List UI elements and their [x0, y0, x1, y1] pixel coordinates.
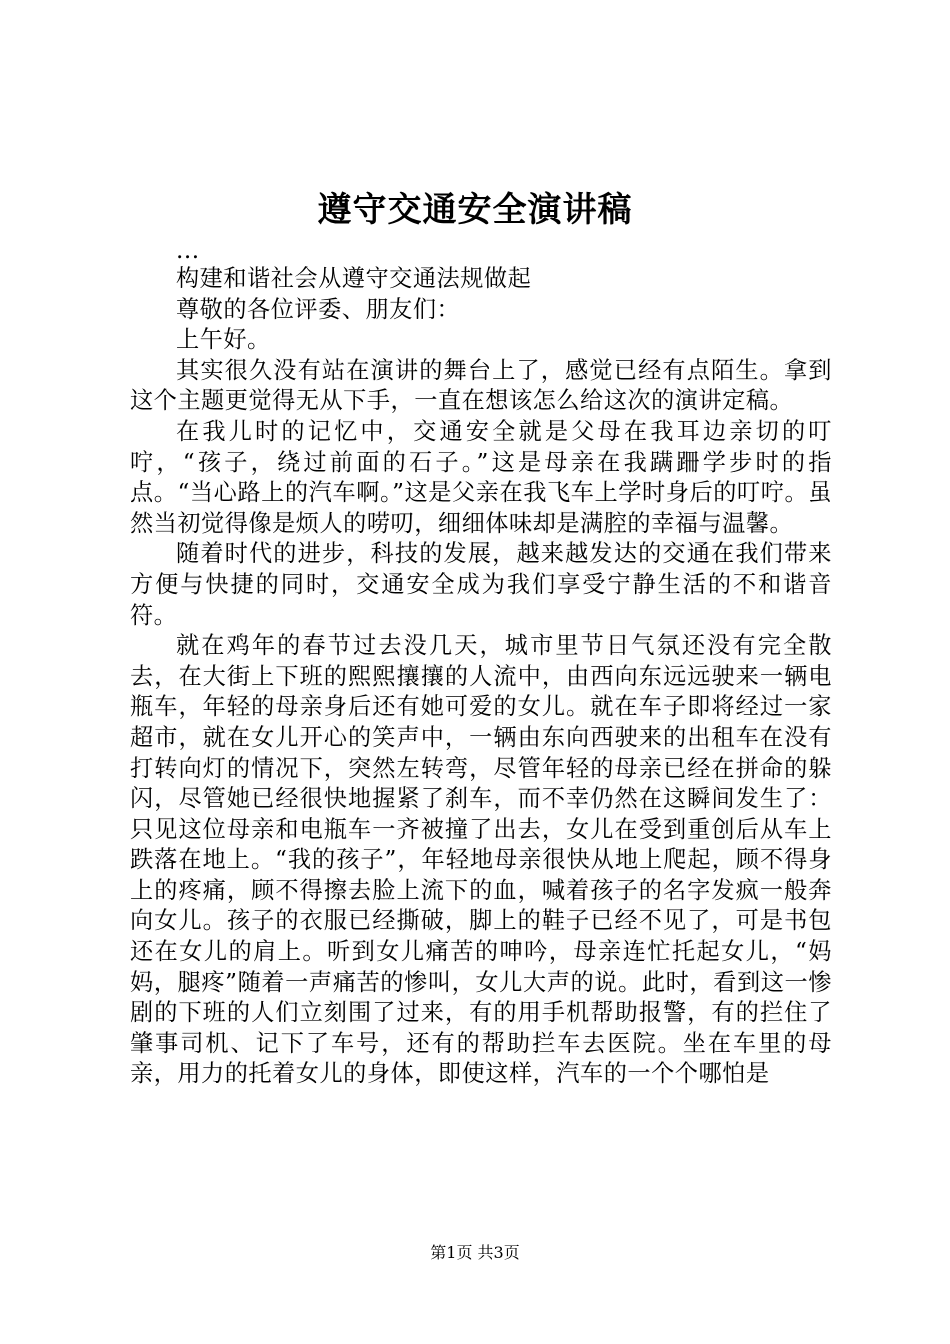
document-body — [130, 237, 832, 1090]
paragraph: 就在鸡年的春节过去没几天，城市里节日气氛还没有完全散去，在大街上下班的熙熙攘攘的人流中，由西向东远远驶来一辆电瓶车，年轻的母亲身后还有她可爱的女儿。就在车子即将经过一家超市，就在女儿开心的笑声中，一辆由东向西驶来的出租车在没有打转向灯的情况下，突然左转弯，尽管年轻的母亲已经在拼命的躲闪，尽管她已经很快地握紧了刹车，而不幸仍然在这瞬间发生了：只见这位母亲和电瓶车一齐被撞了出去，女儿在受到重创后从车上跌落在地上。“我的孩子”，年轻地母亲很快从地上爬起，顾不得身上的疼痛，顾不得擦去脸上流下的血，喊着孩子的名字发疯一般奔向女儿。孩子的衣服已经撕破，脚上的鞋子已经不见了，可是书包还在女儿的肩上。听到女儿痛苦的呻吟，母亲连忙托起女儿，“妈妈，腿疼”随着一声痛苦的惨叫，女儿大声的说。此时，看到这一惨剧的下班的人们立刻围了过来，有的用手机帮助报警，有的拦住了肇事司机、记下了车号，还有的帮助拦车去医院。坐在车里的母亲，用力的托着女儿的身体，即使这样，汽车的一个个哪怕是 — [130, 632, 832, 1088]
salutation: 尊敬的各位评委、朋友们： — [176, 295, 461, 323]
document-title: 遵守交通安全演讲稿 — [317, 190, 633, 230]
paragraph: 其实很久没有站在演讲的舞台上了，感觉已经有点陌生。拿到这个主题更觉得无从下手，一直在想该怎么给这次的演讲定稿。 — [130, 356, 832, 415]
paragraph: 在我儿时的记忆中，交通安全就是父母在我耳边亲切的叮咛，“孩子，绕过前面的石子。”这是母亲在我蹒跚学步时的指点。“当心路上的汽车啊。”这是父亲在我飞车上学时身后的叮咛。虽然当初觉得像是烦人的唠叨，细细体味却是满腔的幸福与温馨。 — [130, 417, 832, 537]
page-footer: 第1页 共3页 — [430, 1243, 520, 1262]
ellipsis-marker: ... — [176, 237, 200, 264]
greeting: 上午好。 — [176, 326, 271, 354]
paragraph: 随着时代的进步，科技的发展，越来越发达的交通在我们带来方便与快捷的同时，交通安全成为我们享受宁静生活的不和谐音符。 — [130, 540, 832, 629]
speech-subtitle: 构建和谐社会从遵守交通法规做起 — [176, 265, 532, 292]
